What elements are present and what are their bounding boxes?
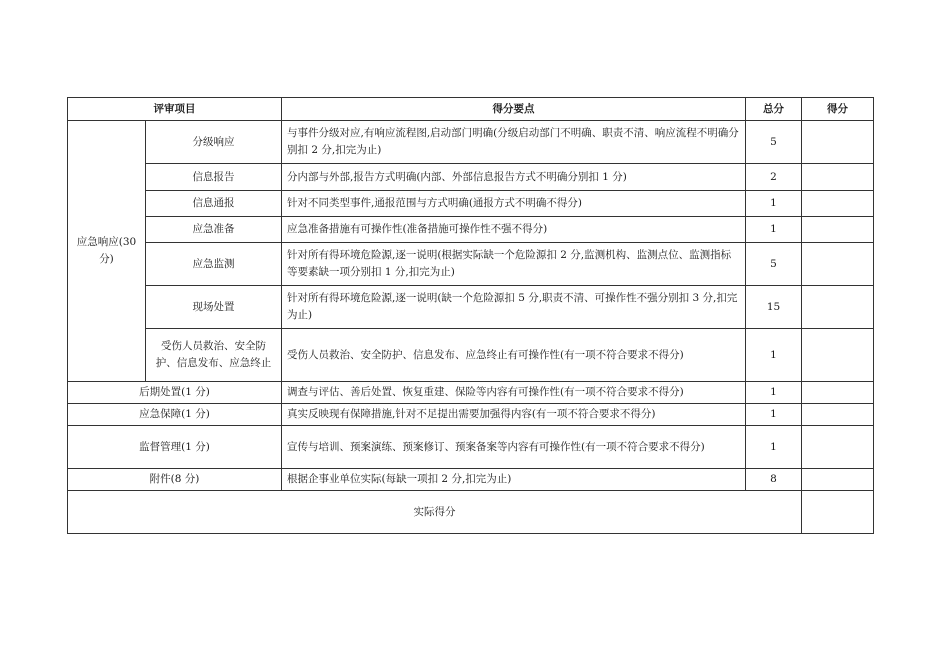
group-label: 应急响应(30分) <box>68 121 146 382</box>
subitem-name: 分级响应 <box>146 121 282 164</box>
item-desc: 调查与评估、善后处置、恢复重建、保险等内容有可操作性(有一项不符合要求不得分) <box>282 382 746 404</box>
header-score: 得分 <box>802 98 874 121</box>
subitem-desc: 针对不同类型事件,通报范围与方式明确(通报方式不明确不得分) <box>282 191 746 217</box>
header-item: 评审项目 <box>68 98 282 121</box>
subitem-score[interactable] <box>802 217 874 243</box>
subitem-total: 2 <box>746 164 802 191</box>
subitem-name: 应急监测 <box>146 243 282 286</box>
item-desc: 真实反映现有保障措施,针对不足提出需要加强得内容(有一项不符合要求不得分) <box>282 404 746 426</box>
table-row <box>68 426 874 469</box>
header-points: 得分要点 <box>282 98 746 121</box>
subitem-total: 1 <box>746 329 802 382</box>
item-total: 1 <box>746 382 802 404</box>
header-total: 总分 <box>746 98 802 121</box>
subitem-score[interactable] <box>802 121 874 164</box>
subitem-desc: 分内部与外部,报告方式明确(内部、外部信息报告方式不明确分别扣 1 分) <box>282 164 746 191</box>
table-header-row <box>68 98 874 121</box>
actual-score-value[interactable] <box>802 491 874 534</box>
subitem-desc: 受伤人员救治、安全防护、信息发布、应急终止有可操作性(有一项不符合要求不得分) <box>282 329 746 382</box>
subitem-total: 15 <box>746 286 802 329</box>
item-name: 监督管理(1 分) <box>68 426 282 469</box>
item-total: 1 <box>746 404 802 426</box>
item-name: 附件(8 分) <box>68 469 282 491</box>
subitem-name: 信息报告 <box>146 164 282 191</box>
subitem-desc: 与事件分级对应,有响应流程图,启动部门明确(分级启动部门不明确、职责不清、响应流程不明确分别扣 2 分,扣完为止) <box>282 121 746 164</box>
table-row <box>68 217 874 243</box>
subitem-score[interactable] <box>802 286 874 329</box>
subitem-desc: 应急准备措施有可操作性(准备措施可操作性不强不得分) <box>282 217 746 243</box>
subitem-total: 5 <box>746 121 802 164</box>
subitem-name: 现场处置 <box>146 286 282 329</box>
total-row <box>68 491 874 534</box>
subitem-total: 5 <box>746 243 802 286</box>
scoring-table <box>67 97 874 534</box>
subitem-name: 信息通报 <box>146 191 282 217</box>
subitem-score[interactable] <box>802 164 874 191</box>
item-score[interactable] <box>802 469 874 491</box>
subitem-score[interactable] <box>802 329 874 382</box>
item-total: 1 <box>746 426 802 469</box>
subitem-desc: 针对所有得环境危险源,逐一说明(缺一个危险源扣 5 分,职责不清、可操作性不强分别扣 3 分,扣完为止) <box>282 286 746 329</box>
item-score[interactable] <box>802 426 874 469</box>
item-score[interactable] <box>802 404 874 426</box>
subitem-score[interactable] <box>802 243 874 286</box>
item-name: 后期处置(1 分) <box>68 382 282 404</box>
table-row <box>68 329 874 382</box>
item-total: 8 <box>746 469 802 491</box>
table-row <box>68 382 874 404</box>
table-row <box>68 121 874 164</box>
subitem-name: 应急准备 <box>146 217 282 243</box>
table-row <box>68 404 874 426</box>
item-desc: 宣传与培训、预案演练、预案修订、预案备案等内容有可操作性(有一项不符合要求不得分) <box>282 426 746 469</box>
subitem-total: 1 <box>746 217 802 243</box>
table-row <box>68 469 874 491</box>
subitem-name: 受伤人员救治、安全防护、信息发布、应急终止 <box>146 329 282 382</box>
table-row <box>68 243 874 286</box>
item-desc: 根据企事业单位实际(每缺一项扣 2 分,扣完为止) <box>282 469 746 491</box>
subitem-total: 1 <box>746 191 802 217</box>
item-score[interactable] <box>802 382 874 404</box>
table-row <box>68 164 874 191</box>
table-row <box>68 286 874 329</box>
subitem-score[interactable] <box>802 191 874 217</box>
actual-score-label: 实际得分 <box>68 491 802 534</box>
item-name: 应急保障(1 分) <box>68 404 282 426</box>
subitem-desc: 针对所有得环境危险源,逐一说明(根据实际缺一个危险源扣 2 分,监测机构、监测点位、监测指标等要素缺一项分别扣 1 分,扣完为止) <box>282 243 746 286</box>
table-row <box>68 191 874 217</box>
